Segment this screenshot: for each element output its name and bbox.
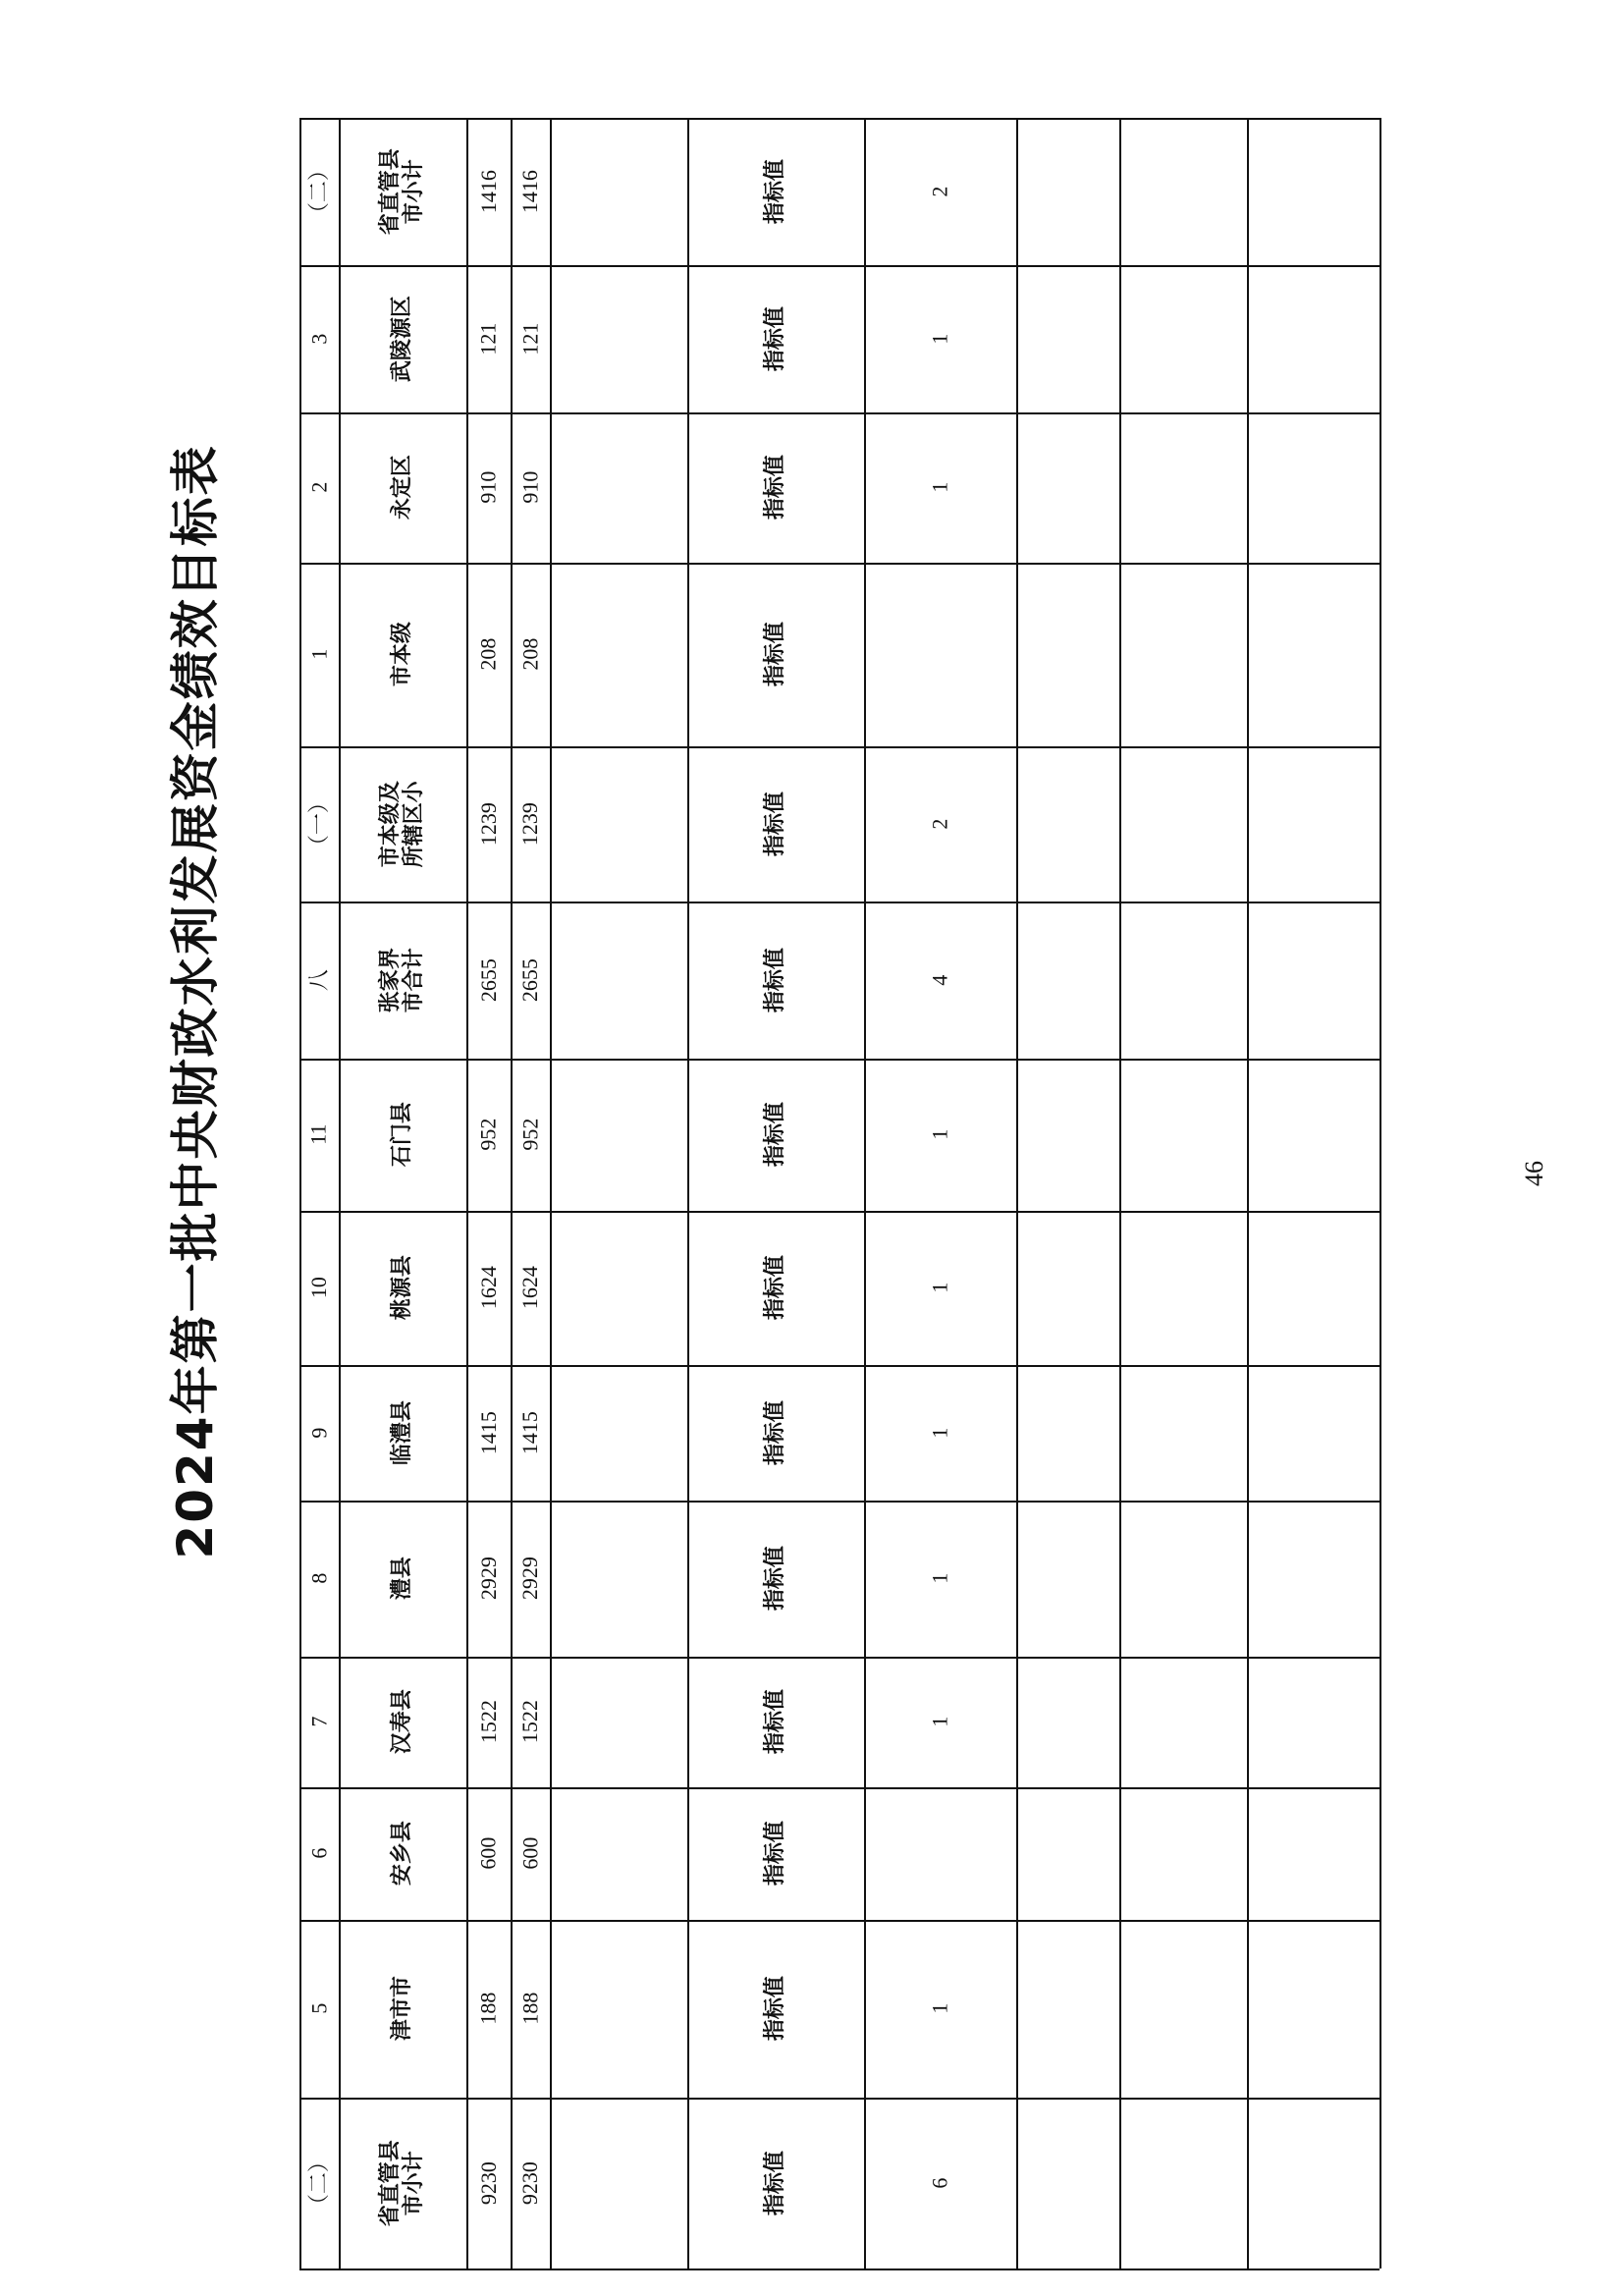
- cell-text-name: 省直管县 市小计: [377, 2139, 426, 2227]
- cell-text-label: 指标值: [762, 1976, 787, 2042]
- cell-text-seq: （二）: [305, 158, 331, 225]
- cell-text-label: 指标值: [762, 158, 787, 225]
- cell-text-label: 指标值: [762, 1102, 787, 1168]
- table-cell-amount2: [511, 412, 550, 563]
- table-cell-amount2: [511, 2098, 550, 2269]
- table-cell-seq: [299, 1920, 339, 2098]
- table-cell-amount1: [466, 1211, 511, 1365]
- table-cell-value: [864, 1787, 1016, 1920]
- table-cell-label: [687, 1920, 864, 2098]
- table-cell-value: [864, 412, 1016, 563]
- table-cell-seq: [299, 1501, 339, 1657]
- table-cell-amount2: [511, 118, 550, 265]
- cell-text-amount1: 121: [475, 322, 501, 355]
- table-title: [167, 0, 224, 2296]
- cell-text-value: 2: [927, 818, 952, 830]
- cell-text-name: 市本级: [389, 622, 414, 687]
- table-cell-value: [864, 1657, 1016, 1787]
- table-cell-label: [687, 1059, 864, 1211]
- table-cell-label: [687, 902, 864, 1059]
- table-cell-amount2: [511, 1920, 550, 2098]
- cell-text-value: 2: [927, 186, 952, 197]
- table-cell-value: [864, 746, 1016, 902]
- cell-text-amount1: 1624: [475, 1266, 501, 1310]
- table-rule: [1119, 118, 1121, 2269]
- cell-text-seq: 6: [305, 1848, 331, 1859]
- cell-text-name: 张家界 市合计: [377, 947, 426, 1013]
- page-number: 46: [1520, 1161, 1548, 1186]
- cell-text-value: 1: [927, 333, 952, 345]
- table-cell-label: [687, 1365, 864, 1501]
- table-cell-value: [864, 563, 1016, 746]
- table-cell-value: [864, 265, 1016, 412]
- table-cell-amount1: [466, 563, 511, 746]
- table-cell-amount2: [511, 1211, 550, 1365]
- table-cell-name: [339, 412, 466, 563]
- cell-text-label: 指标值: [762, 305, 787, 372]
- table-cell-label: [687, 265, 864, 412]
- cell-text-amount2: 600: [516, 1837, 542, 1870]
- table-rule: [1247, 118, 1249, 2269]
- cell-text-name: 市本级及 所辖区小: [377, 780, 426, 868]
- table-cell-name: [339, 1657, 466, 1787]
- table-cell-amount1: [466, 412, 511, 563]
- table-cell-amount1: [466, 902, 511, 1059]
- table-cell-name: [339, 2098, 466, 2269]
- table-cell-amount2: [511, 1787, 550, 1920]
- table-cell-name: [339, 1920, 466, 2098]
- table-cell-amount1: [466, 2098, 511, 2269]
- cell-text-name: 永定区: [389, 455, 414, 520]
- table-cell-amount2: [511, 746, 550, 902]
- table-cell-amount2: [511, 1501, 550, 1657]
- cell-text-value: 1: [927, 1129, 952, 1140]
- table-cell-amount1: [466, 1787, 511, 1920]
- cell-text-name: 临澧县: [389, 1399, 414, 1466]
- cell-text-value: 1: [927, 1283, 952, 1293]
- table-cell-name: [339, 265, 466, 412]
- cell-text-amount2: 121: [516, 322, 542, 355]
- table-cell-value: [864, 1501, 1016, 1657]
- cell-text-label: 指标值: [762, 455, 787, 520]
- table-cell-seq: [299, 902, 339, 1059]
- cell-text-amount1: 188: [475, 1993, 501, 2025]
- table-cell-name: [339, 1211, 466, 1365]
- table-cell-seq: [299, 1657, 339, 1787]
- table-rule: [1016, 118, 1018, 2269]
- cell-text-amount1: 2929: [475, 1557, 501, 1601]
- table-cell-amount1: [466, 1365, 511, 1501]
- table-cell-name: [339, 746, 466, 902]
- table-cell-amount1: [466, 1657, 511, 1787]
- table-cell-label: [687, 412, 864, 563]
- cell-text-value: 1: [927, 2003, 952, 2014]
- table-cell-name: [339, 1501, 466, 1657]
- cell-text-amount2: 1415: [516, 1411, 542, 1454]
- cell-text-amount2: 1624: [516, 1266, 542, 1310]
- cell-text-value: 4: [927, 974, 952, 986]
- table-cell-seq: [299, 1059, 339, 1211]
- table-cell-name: [339, 1059, 466, 1211]
- cell-text-amount2: 1416: [516, 170, 542, 213]
- table-cell-value: [864, 118, 1016, 265]
- cell-text-amount1: 910: [475, 471, 501, 504]
- cell-text-amount1: 2655: [475, 958, 501, 1002]
- cell-text-amount1: 952: [475, 1119, 501, 1151]
- table-cell-seq: [299, 265, 339, 412]
- cell-text-amount1: 9230: [475, 2161, 501, 2205]
- table-cell-label: [687, 118, 864, 265]
- table-cell-value: [864, 1059, 1016, 1211]
- table-cell-value: [864, 1365, 1016, 1501]
- table-cell-seq: [299, 746, 339, 902]
- cell-text-name: 桃源县: [389, 1255, 414, 1321]
- table-cell-amount1: [466, 1059, 511, 1211]
- table-cell-label: [687, 563, 864, 746]
- cell-text-amount2: 2655: [516, 958, 542, 1002]
- cell-text-value: 1: [927, 1717, 952, 1727]
- cell-text-amount1: 1239: [475, 802, 501, 846]
- cell-text-amount1: 208: [475, 638, 501, 671]
- cell-text-seq: 八: [305, 968, 331, 992]
- table-cell-seq: [299, 2098, 339, 2269]
- table-cell-value: [864, 1211, 1016, 1365]
- table-cell-seq: [299, 1365, 339, 1501]
- cell-text-value: 1: [927, 1573, 952, 1584]
- cell-text-label: 指标值: [762, 947, 787, 1013]
- table-cell-seq: [299, 563, 339, 746]
- table-cell-name: [339, 1787, 466, 1920]
- cell-text-name: 武陵源区: [389, 295, 414, 383]
- cell-text-name: 省直管县 市小计: [377, 147, 426, 236]
- table-cell-seq: [299, 118, 339, 265]
- cell-text-amount2: 1239: [516, 802, 542, 846]
- table-cell-value: [864, 2098, 1016, 2269]
- cell-text-amount2: 2929: [516, 1557, 542, 1601]
- cell-text-label: 指标值: [762, 1689, 787, 1755]
- table-cell-label: [687, 1211, 864, 1365]
- table-cell-label: [687, 1657, 864, 1787]
- cell-text-seq: 9: [305, 1427, 331, 1439]
- cell-text-seq: 5: [305, 2003, 331, 2014]
- cell-text-value: 1: [927, 1427, 952, 1439]
- cell-text-seq: 7: [305, 1717, 331, 1727]
- cell-text-seq: 3: [305, 333, 331, 345]
- cell-text-value: 1: [927, 482, 952, 493]
- table-cell-seq: [299, 1211, 339, 1365]
- table-cell-name: [339, 563, 466, 746]
- table-cell-amount2: [511, 1657, 550, 1787]
- table-cell-amount2: [511, 265, 550, 412]
- cell-text-amount2: 1522: [516, 1700, 542, 1744]
- cell-text-label: 指标值: [762, 1546, 787, 1612]
- table-cell-amount1: [466, 746, 511, 902]
- cell-text-amount1: 600: [475, 1837, 501, 1870]
- table-cell-value: [864, 1920, 1016, 2098]
- table-cell-seq: [299, 1787, 339, 1920]
- table-cell-label: [687, 1501, 864, 1657]
- table-cell-amount2: [511, 1365, 550, 1501]
- table-cell-amount2: [511, 1059, 550, 1211]
- cell-text-name: 汉寿县: [389, 1689, 414, 1755]
- table-cell-name: [339, 118, 466, 265]
- cell-text-amount2: 188: [516, 1993, 542, 2025]
- cell-text-value: 6: [927, 2177, 952, 2189]
- cell-text-seq: 2: [305, 482, 331, 493]
- table-cell-seq: [299, 412, 339, 563]
- cell-text-amount2: 910: [516, 471, 542, 504]
- table-rule: [299, 2269, 1380, 2270]
- cell-text-label: 指标值: [762, 791, 787, 857]
- table-cell-label: [687, 1787, 864, 1920]
- cell-text-label: 指标值: [762, 2150, 787, 2216]
- table-cell-label: [687, 746, 864, 902]
- table-cell-label: [687, 2098, 864, 2269]
- cell-text-seq: 11: [305, 1123, 331, 1146]
- table-cell-amount2: [511, 902, 550, 1059]
- cell-text-name: 石门县: [389, 1102, 414, 1168]
- cell-text-seq: 10: [305, 1277, 331, 1299]
- table-rule: [1380, 118, 1381, 2269]
- cell-text-amount2: 208: [516, 638, 542, 671]
- cell-text-name: 安乡县: [389, 1821, 414, 1886]
- cell-text-label: 指标值: [762, 1399, 787, 1466]
- cell-text-seq: （二）: [305, 2150, 331, 2216]
- table-cell-value: [864, 902, 1016, 1059]
- cell-text-seq: （一）: [305, 791, 331, 857]
- table-cell-amount2: [511, 563, 550, 746]
- cell-text-name: 津市市: [389, 1976, 414, 2042]
- table-rule: [550, 118, 552, 2269]
- cell-text-seq: 8: [305, 1573, 331, 1584]
- cell-text-amount2: 952: [516, 1119, 542, 1151]
- cell-text-label: 指标值: [762, 622, 787, 687]
- table-cell-name: [339, 1365, 466, 1501]
- table-cell-amount1: [466, 1920, 511, 2098]
- cell-text-label: 指标值: [762, 1255, 787, 1321]
- table-title-text: 2024年第一批中央财政水利发展资金绩效目标表: [167, 444, 224, 1559]
- cell-text-amount1: 1522: [475, 1700, 501, 1744]
- table-cell-name: [339, 902, 466, 1059]
- cell-text-amount2: 9230: [516, 2161, 542, 2205]
- cell-text-seq: 1: [305, 649, 331, 660]
- cell-text-name: 澧县: [389, 1557, 414, 1601]
- cell-text-amount1: 1416: [475, 170, 501, 213]
- table-cell-amount1: [466, 118, 511, 265]
- cell-text-amount1: 1415: [475, 1411, 501, 1454]
- table-cell-amount1: [466, 265, 511, 412]
- table-cell-amount1: [466, 1501, 511, 1657]
- cell-text-label: 指标值: [762, 1821, 787, 1886]
